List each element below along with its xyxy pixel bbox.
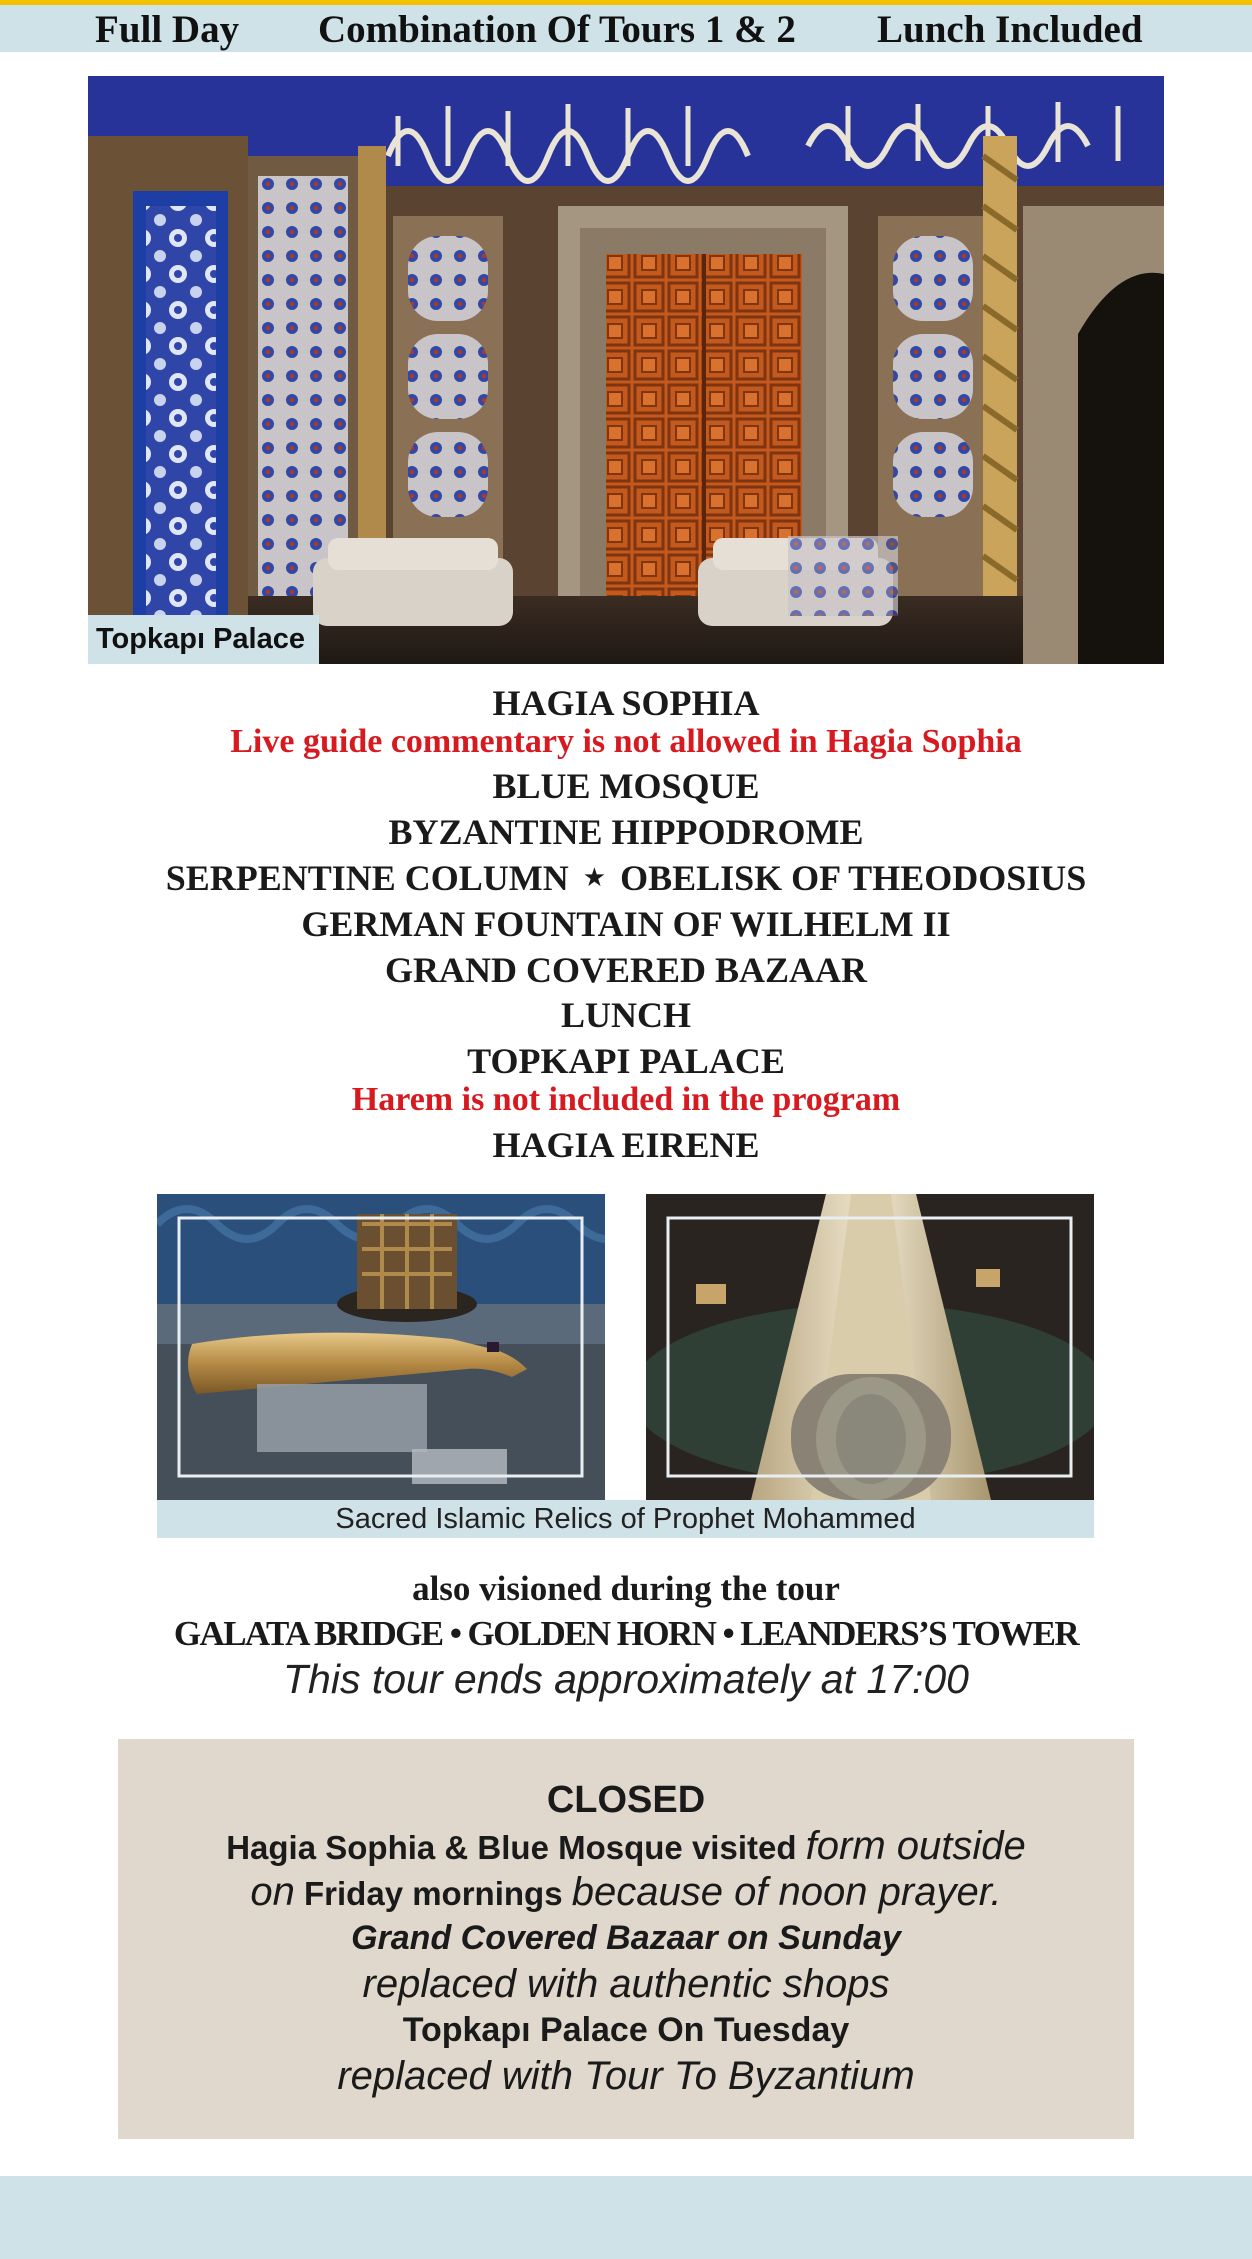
topkapi-palace-photo — [88, 76, 1164, 664]
header-lunch: Lunch Included — [877, 8, 1143, 51]
program-item-topkapi: TOPKAPI PALACE — [467, 1041, 785, 1081]
closed-bazaar-sunday: Grand Covered Bazaar on Sunday — [351, 1919, 901, 1957]
hagia-sophia-note: Live guide commentary is not allowed in Hagia Sophia — [230, 723, 1022, 760]
program-item-hagia-sophia: HAGIA SOPHIA — [492, 683, 760, 723]
relics-caption: Sacred Islamic Relics of Prophet Mohammed — [157, 1500, 1094, 1538]
relic-footprint-photo — [646, 1194, 1094, 1500]
program-item-hagia-eirene: HAGIA EIRENE — [492, 1125, 760, 1165]
closed-line-friday-1 — [118, 1823, 1134, 1871]
serpentine-column-label: SERPENTINE COLUMN — [165, 858, 569, 898]
header-tour-title: Combination Of Tours 1 & 2 — [318, 8, 796, 51]
closed-line-friday-2 — [118, 1869, 1134, 1917]
closed-title: CLOSED — [546, 1779, 706, 1821]
closed-outside-label: form outside — [805, 1824, 1026, 1868]
star-icon: ★ — [582, 863, 607, 893]
program-item-german-fountain: GERMAN FOUNTAIN OF WILHELM II — [301, 904, 951, 944]
also-visioned-places: GALATA BRIDGE • GOLDEN HORN • LEANDERS’S TOWER — [173, 1614, 1079, 1653]
closed-topkapi-replacement: replaced with Tour To Byzantium — [337, 2054, 915, 2098]
closed-prayer-label: because of noon prayer. — [571, 1870, 1002, 1914]
header-duration: Full Day — [95, 8, 240, 51]
closed-on-label: on — [250, 1870, 295, 1914]
closed-bazaar-replacement: replaced with authentic shops — [362, 1962, 890, 2006]
program-item-blue-mosque: BLUE MOSQUE — [492, 766, 760, 806]
footer-band — [0, 2176, 1252, 2259]
program-item-lunch: LUNCH — [560, 995, 691, 1035]
also-visioned-heading: also visioned during the tour — [412, 1569, 840, 1608]
topkapi-note: Harem is not included in the program — [351, 1081, 901, 1118]
program-item-grand-bazaar: GRAND COVERED BAZAAR — [384, 950, 868, 990]
closed-topkapi-tuesday: Topkapı Palace On Tuesday — [402, 2011, 850, 2049]
program-item-serpentine-obelisk — [0, 856, 1252, 900]
closed-info-box — [118, 1739, 1134, 2139]
relic-arm-photo — [157, 1194, 605, 1500]
closed-sites-label: Hagia Sophia & Blue Mosque visited — [226, 1829, 797, 1866]
topkapi-photo-caption: Topkapı Palace — [88, 615, 319, 664]
program-item-hippodrome: BYZANTINE HIPPODROME — [388, 812, 864, 852]
tour-end-time: This tour ends approximately at 17:00 — [283, 1656, 969, 1702]
closed-friday-label: Friday mornings — [304, 1875, 563, 1912]
obelisk-label: OBELISK OF THEODOSIUS — [620, 858, 1087, 898]
